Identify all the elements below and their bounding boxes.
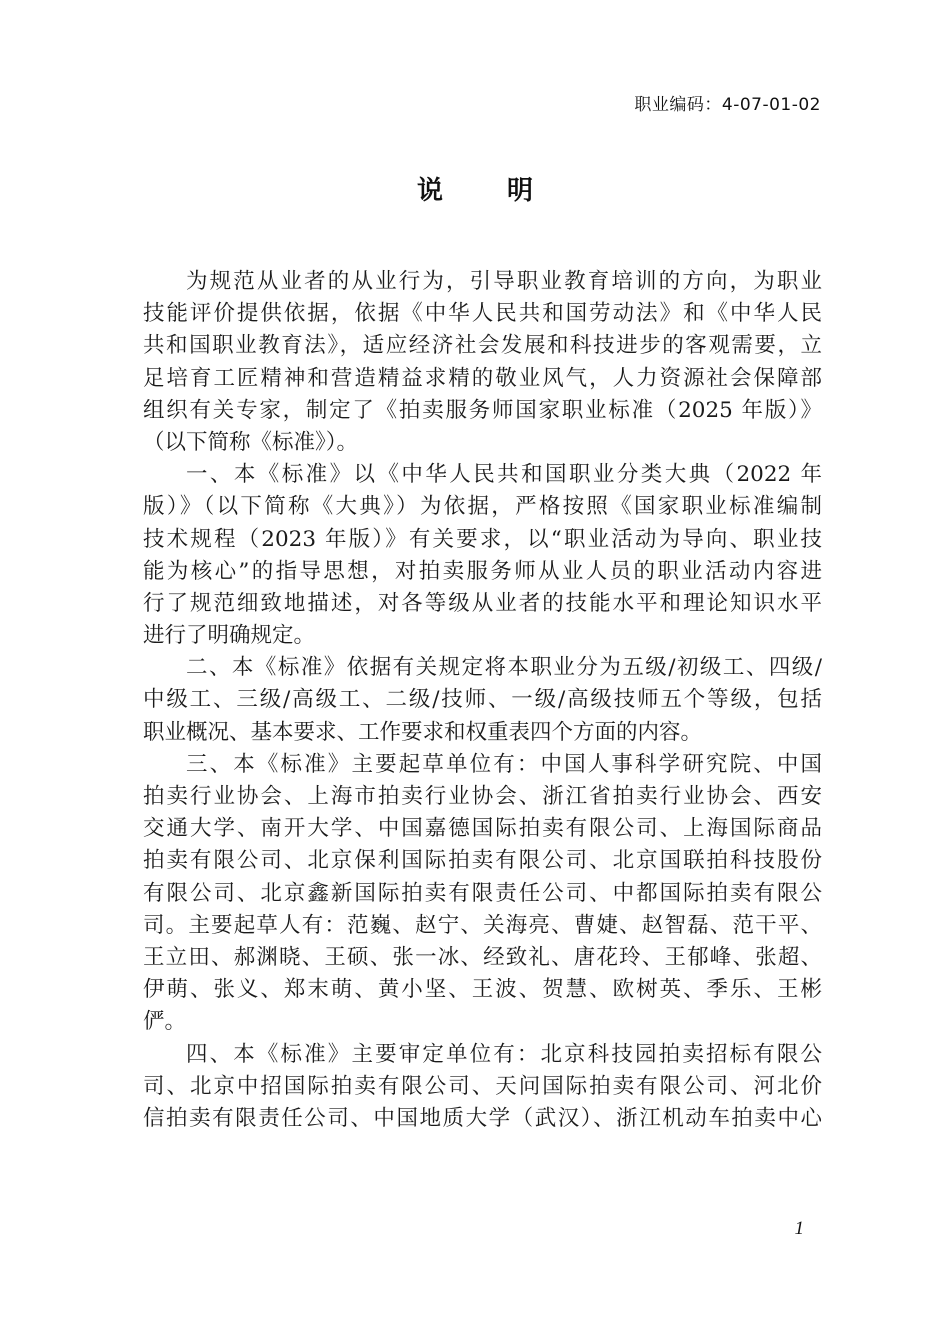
text-line: 组织有关专家，制定了《拍卖服务师国家职业标准（2025 年版）》	[143, 397, 822, 423]
text-line: 司。主要起草人有：范巍、赵宁、关海亮、曹婕、赵智磊、范干平、	[143, 912, 822, 938]
text-line: 有限公司、北京鑫新国际拍卖有限责任公司、中都国际拍卖有限公	[143, 880, 822, 906]
text-line: 行了规范细致地描述，对各等级从业者的技能水平和理论知识水平	[143, 590, 822, 616]
text-line: 信拍卖有限责任公司、中国地质大学（武汉）、浙江机动车拍卖中心	[143, 1105, 822, 1131]
text-line: 为规范从业者的从业行为，引导职业教育培训的方向，为职业	[186, 269, 822, 294]
text-line: （以下简称《标准》）。	[143, 429, 359, 455]
paragraph-four	[143, 1039, 822, 1136]
paragraph-two	[143, 652, 822, 749]
text-line: 技术规程（2023 年版）》有关要求，以“职业活动为导向、职业技	[143, 526, 822, 552]
title-char-2: 明	[507, 176, 534, 206]
text-line: 俨。	[143, 1009, 187, 1035]
text-line: 职业概况、基本要求、工作要求和权重表四个方面的内容。	[143, 719, 703, 745]
text-line: 拍卖有限公司、北京保利国际拍卖有限公司、北京国联拍科技股份	[143, 848, 822, 874]
occupation-code: 职业编码：4-07-01-02	[634, 95, 821, 115]
page-title	[0, 170, 950, 207]
text-line: 共和国职业教育法》，适应经济社会发展和科技进步的客观需要，立	[143, 333, 822, 359]
text-line: 交通大学、南开大学、中国嘉德国际拍卖有限公司、上海国际商品	[143, 816, 822, 842]
text-line: 四、本《标准》主要审定单位有：北京科技园拍卖招标有限公	[186, 1041, 822, 1067]
text-line: 王立田、郝渊晓、王硕、张一冰、经致礼、唐花玲、王郁峰、张超、	[143, 944, 822, 970]
text-line: 能为核心”的指导思想，对拍卖服务师从业人员的职业活动内容进	[143, 558, 822, 584]
text-line: 技能评价提供依据，依据《中华人民共和国劳动法》和《中华人民	[143, 301, 822, 327]
paragraph-one	[143, 459, 822, 652]
document-body	[143, 266, 822, 1135]
title-char-1: 说	[416, 176, 443, 206]
page-number: 1	[794, 1218, 804, 1239]
text-line: 二、本《标准》依据有关规定将本职业分为五级/初级工、四级/	[186, 655, 822, 681]
paragraph-intro	[143, 266, 822, 459]
paragraph-three	[143, 749, 822, 1039]
text-line: 三、本《标准》主要起草单位有：中国人事科学研究院、中国	[186, 751, 822, 777]
text-line: 中级工、三级/高级工、二级/技师、一级/高级技师五个等级，包括	[143, 687, 822, 713]
text-line: 版）》（以下简称《大典》）为依据，严格按照《国家职业标准编制	[143, 494, 822, 520]
text-line: 拍卖行业协会、上海市拍卖行业协会、浙江省拍卖行业协会、西安	[143, 784, 822, 809]
text-line: 进行了明确规定。	[143, 623, 316, 649]
text-line: 伊萌、张义、郑末萌、黄小坚、王波、贺慧、欧树英、季乐、王彬	[143, 977, 822, 1003]
text-line: 一、本《标准》以《中华人民共和国职业分类大典（2022 年	[186, 462, 822, 488]
text-line: 司、北京中招国际拍卖有限公司、天问国际拍卖有限公司、河北价	[143, 1073, 822, 1099]
text-line: 足培育工匠精神和营造精益求精的敬业风气，人力资源社会保障部	[143, 365, 822, 391]
